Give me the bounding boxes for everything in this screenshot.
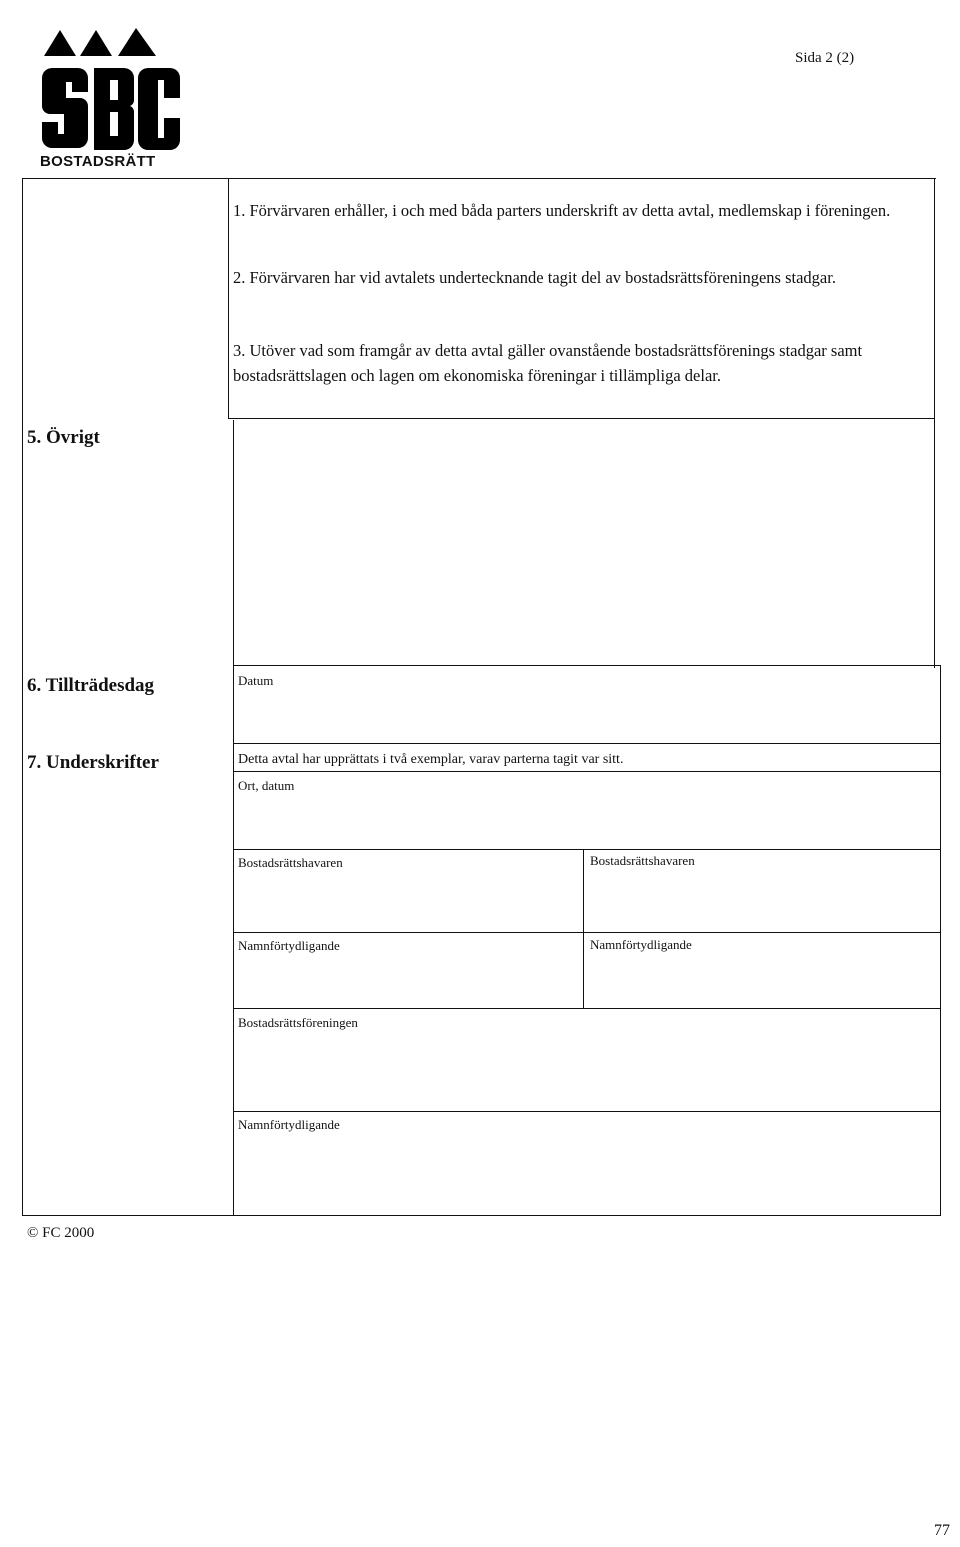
term-1: 1. Förvärvaren erhåller, i och med båda parters underskrift av detta avtal, medlemskap i föreningen. bbox=[233, 201, 891, 220]
sbc-logo bbox=[40, 28, 180, 173]
frame-right-line-lower bbox=[940, 665, 941, 1216]
field-namnfortydligande-2-label: Namnförtydligande bbox=[590, 937, 692, 952]
field-bostadsrattshavaren-2-label: Bostadsrättshavaren bbox=[590, 853, 695, 868]
term-2: 2. Förvärvaren har vid avtalets undertecknande tagit del av bostadsrättsföreningens stadgar. bbox=[233, 268, 836, 287]
frame-top-line bbox=[22, 178, 936, 179]
divider-association bbox=[233, 1111, 941, 1112]
copyright-notice: © FC 2000 bbox=[27, 1225, 95, 1241]
field-datum-label: Datum bbox=[238, 673, 274, 688]
logo-text: BOSTADSRÄTT bbox=[40, 153, 156, 170]
section-tilltradesdag: 6. Tillträdesdag bbox=[27, 675, 155, 696]
sbc-logo-mark bbox=[40, 28, 180, 158]
field-namnfortydligande-3-label: Namnförtydligande bbox=[238, 1117, 340, 1132]
section-underskrifter: 7. Underskrifter bbox=[27, 752, 159, 773]
terms-left-line bbox=[228, 178, 229, 418]
field-bostadsrattshavaren-1-label: Bostadsrättshavaren bbox=[238, 855, 343, 870]
divider-tilltrade bbox=[233, 743, 941, 744]
divider-ovrigt bbox=[233, 665, 941, 666]
field-namnfortydligande-1-label: Namnförtydligande bbox=[238, 938, 340, 953]
signature-column-separator bbox=[583, 849, 584, 1009]
contract-statement: Detta avtal har upprättats i två exemplar, varav parterna tagit var sitt. bbox=[238, 752, 624, 767]
page-number: 77 bbox=[934, 1522, 950, 1539]
column-separator bbox=[233, 420, 234, 1216]
divider-signature-1 bbox=[233, 932, 941, 933]
divider-name-1 bbox=[233, 1008, 941, 1009]
divider-terms bbox=[228, 418, 935, 419]
frame-left-line bbox=[22, 178, 23, 1216]
field-ort-datum-label: Ort, datum bbox=[238, 778, 295, 793]
field-bostadsrattsforeningen-label: Bostadsrättsföreningen bbox=[238, 1015, 358, 1030]
section-ovrigt: 5. Övrigt bbox=[27, 427, 100, 448]
page-label: Sida 2 (2) bbox=[795, 50, 855, 66]
term-3: 3. Utöver vad som framgår av detta avtal gäller ovanstående bostadsrättsförenings stadgar samt bostadsrättslagen och lagen om ekonomiska föreningar i tillämpliga delar. bbox=[233, 341, 863, 385]
frame-right-line-upper bbox=[934, 178, 935, 668]
divider-ort bbox=[233, 849, 941, 850]
frame-bottom-line bbox=[22, 1215, 941, 1216]
divider-statement bbox=[233, 771, 941, 772]
